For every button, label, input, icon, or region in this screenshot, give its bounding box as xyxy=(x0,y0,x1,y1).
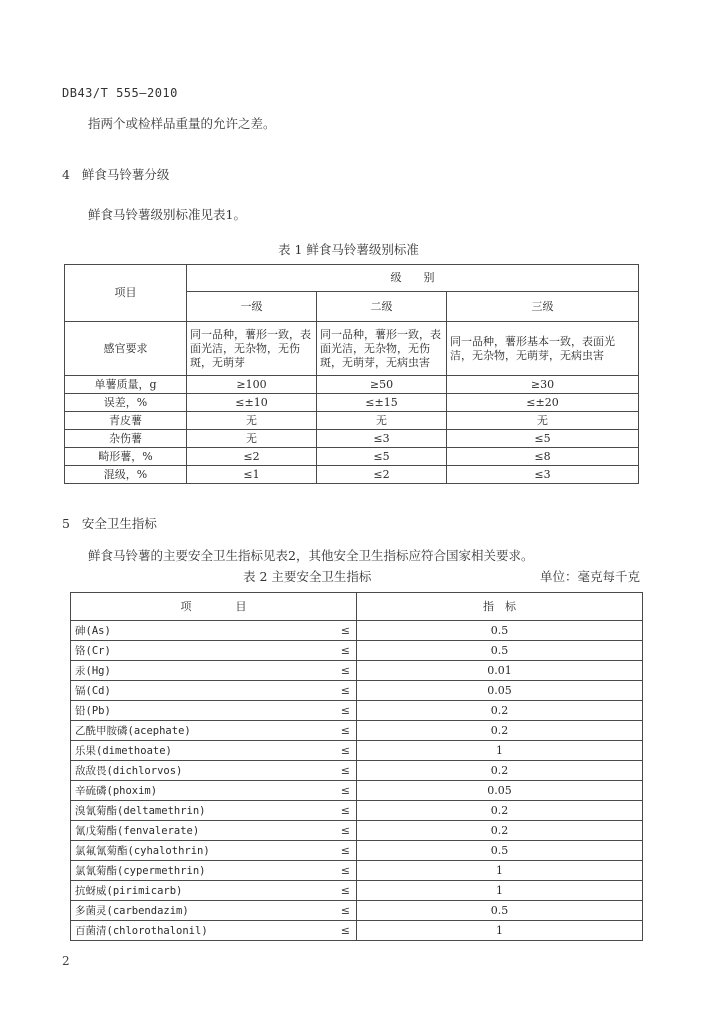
table-1-row xyxy=(65,376,639,394)
table-2-row xyxy=(71,921,643,941)
section-4-body: 鲜食马铃薯级别标准见表1。 xyxy=(88,207,246,222)
table-1-cell: ≤2 xyxy=(187,448,317,466)
table-1-cell: 同一品种，薯形一致，表面光洁，无杂物，无伤斑，无萌芽，无病虫害 xyxy=(317,322,447,376)
table-1-cell: ≤±20 xyxy=(447,394,639,412)
table-2-item-name: 抗蚜威(pirimicarb) xyxy=(71,881,331,901)
table-2-item-name: 氯氟氰菊酯(cyhalothrin) xyxy=(71,841,331,861)
table-2 xyxy=(70,592,643,941)
table-2-row xyxy=(71,681,643,701)
table-2-value: 0.2 xyxy=(357,761,643,781)
table-2-item-name: 多菌灵(carbendazim) xyxy=(71,901,331,921)
table-2-row xyxy=(71,881,643,901)
table-1-row-item: 感官要求 xyxy=(65,322,187,376)
table-1-row-item: 单薯质量，g xyxy=(65,376,187,394)
table-1-row-item: 青皮薯 xyxy=(65,412,187,430)
section-5-heading xyxy=(62,514,157,532)
table-2-comparator: ≤ xyxy=(331,881,357,901)
table-2-value: 0.05 xyxy=(357,781,643,801)
table-1-row xyxy=(65,430,639,448)
table-2-value: 0.05 xyxy=(357,681,643,701)
table-1-caption: 表 1 鲜食马铃薯级别标准 xyxy=(278,242,419,257)
table-1-row-item: 混级，% xyxy=(65,466,187,484)
page-number: 2 xyxy=(62,954,70,968)
table-2-header-value: 指 标 xyxy=(357,593,643,621)
table-1-row-item: 误差，% xyxy=(65,394,187,412)
table-1-cell: ≤2 xyxy=(317,466,447,484)
table-2-item-name: 百菌清(chlorothalonil) xyxy=(71,921,331,941)
section-5-number: 5 xyxy=(62,516,70,531)
table-2-row xyxy=(71,661,643,681)
table-2-row xyxy=(71,621,643,641)
table-2-item-name: 砷(As) xyxy=(71,621,331,641)
table-1-cell: ≤3 xyxy=(447,466,639,484)
table-1-cell: 无 xyxy=(317,412,447,430)
table-2-comparator: ≤ xyxy=(331,641,357,661)
table-1-header-grade-1: 一级 xyxy=(187,292,317,322)
table-2-value: 0.5 xyxy=(357,901,643,921)
table-1-cell: ≥50 xyxy=(317,376,447,394)
table-2-unit: 单位：毫克每千克 xyxy=(540,569,641,584)
table-1-cell: ≤5 xyxy=(317,448,447,466)
table-2-row xyxy=(71,781,643,801)
table-2-comparator: ≤ xyxy=(331,901,357,921)
section-4-number: 4 xyxy=(62,167,70,182)
table-2-row xyxy=(71,641,643,661)
table-2-value: 1 xyxy=(357,861,643,881)
table-1-row xyxy=(65,412,639,430)
table-1-row xyxy=(65,394,639,412)
table-1-cell: 同一品种，薯形基本一致，表面光洁，无杂物，无萌芽，无病虫害 xyxy=(447,322,639,376)
table-2-item-name: 乐果(dimethoate) xyxy=(71,741,331,761)
table-2-item-name: 镉(Cd) xyxy=(71,681,331,701)
table-2-item-name: 汞(Hg) xyxy=(71,661,331,681)
table-2-comparator: ≤ xyxy=(331,701,357,721)
table-2-row xyxy=(71,801,643,821)
table-1-cell: ≤±10 xyxy=(187,394,317,412)
table-2-value: 0.5 xyxy=(357,841,643,861)
table-2-comparator: ≤ xyxy=(331,681,357,701)
table-2-item-name: 溴氰菊酯(deltamethrin) xyxy=(71,801,331,821)
table-1-cell: ≤8 xyxy=(447,448,639,466)
table-1-header-grade: 级 别 xyxy=(187,265,639,292)
intro-text: 指两个或检样品重量的允许之差。 xyxy=(88,116,276,131)
table-2-item-name: 铬(Cr) xyxy=(71,641,331,661)
table-2-value: 1 xyxy=(357,741,643,761)
document-code: DB43/T 555—2010 xyxy=(62,86,178,100)
table-2-value: 0.5 xyxy=(357,621,643,641)
table-2-row xyxy=(71,701,643,721)
table-2-row xyxy=(71,721,643,741)
table-2-item-name: 敌敌畏(dichlorvos) xyxy=(71,761,331,781)
table-2-comparator: ≤ xyxy=(331,761,357,781)
table-2-row xyxy=(71,861,643,881)
table-1-cell: ≤1 xyxy=(187,466,317,484)
table-2-item-name: 乙酰甲胺磷(acephate) xyxy=(71,721,331,741)
table-2-value: 1 xyxy=(357,921,643,941)
table-1-row-item: 畸形薯，% xyxy=(65,448,187,466)
table-2-item-name: 氰戊菊酯(fenvalerate) xyxy=(71,821,331,841)
table-2-comparator: ≤ xyxy=(331,781,357,801)
section-4-heading xyxy=(62,165,169,183)
table-2-row xyxy=(71,741,643,761)
table-2-value: 1 xyxy=(357,881,643,901)
section-5-body: 鲜食马铃薯的主要安全卫生指标见表2，其他安全卫生指标应符合国家相关要求。 xyxy=(88,548,534,563)
table-1-header-grade-2: 二级 xyxy=(317,292,447,322)
table-2-comparator: ≤ xyxy=(331,841,357,861)
table-1-cell: ≥100 xyxy=(187,376,317,394)
table-1-cell: ≤3 xyxy=(317,430,447,448)
section-4-title: 鲜食马铃薯分级 xyxy=(81,167,170,182)
table-1-cell: 无 xyxy=(187,412,317,430)
table-1 xyxy=(64,264,639,484)
table-2-value: 0.01 xyxy=(357,661,643,681)
table-2-row xyxy=(71,761,643,781)
table-1-cell: 无 xyxy=(187,430,317,448)
table-2-value: 0.5 xyxy=(357,641,643,661)
table-1-row xyxy=(65,322,639,376)
table-2-comparator: ≤ xyxy=(331,741,357,761)
section-5-title: 安全卫生指标 xyxy=(81,516,157,531)
table-1-cell: ≤±15 xyxy=(317,394,447,412)
table-2-row xyxy=(71,901,643,921)
table-1-header-item: 项目 xyxy=(65,265,187,322)
table-1-row-item: 杂伤薯 xyxy=(65,430,187,448)
table-1-row xyxy=(65,448,639,466)
table-1-cell: ≥30 xyxy=(447,376,639,394)
table-2-row xyxy=(71,841,643,861)
table-2-value: 0.2 xyxy=(357,801,643,821)
table-1-cell: ≤5 xyxy=(447,430,639,448)
table-2-item-name: 铅(Pb) xyxy=(71,701,331,721)
table-2-item-name: 氯氰菊酯(cypermethrin) xyxy=(71,861,331,881)
table-2-value: 0.2 xyxy=(357,701,643,721)
table-2-comparator: ≤ xyxy=(331,661,357,681)
table-2-comparator: ≤ xyxy=(331,921,357,941)
table-1-row xyxy=(65,466,639,484)
table-2-header-item: 项 目 xyxy=(71,593,357,621)
table-2-comparator: ≤ xyxy=(331,721,357,741)
table-2-caption: 表 2 主要安全卫生指标 xyxy=(243,569,372,584)
table-2-item-name: 辛硫磷(phoxim) xyxy=(71,781,331,801)
table-1-cell: 同一品种，薯形一致，表面光洁，无杂物，无伤斑，无萌芽 xyxy=(187,322,317,376)
table-2-row xyxy=(71,821,643,841)
table-2-comparator: ≤ xyxy=(331,621,357,641)
table-1-cell: 无 xyxy=(447,412,639,430)
table-2-value: 0.2 xyxy=(357,821,643,841)
table-2-value: 0.2 xyxy=(357,721,643,741)
table-2-comparator: ≤ xyxy=(331,801,357,821)
table-2-comparator: ≤ xyxy=(331,821,357,841)
table-1-header-grade-3: 三级 xyxy=(447,292,639,322)
table-2-comparator: ≤ xyxy=(331,861,357,881)
